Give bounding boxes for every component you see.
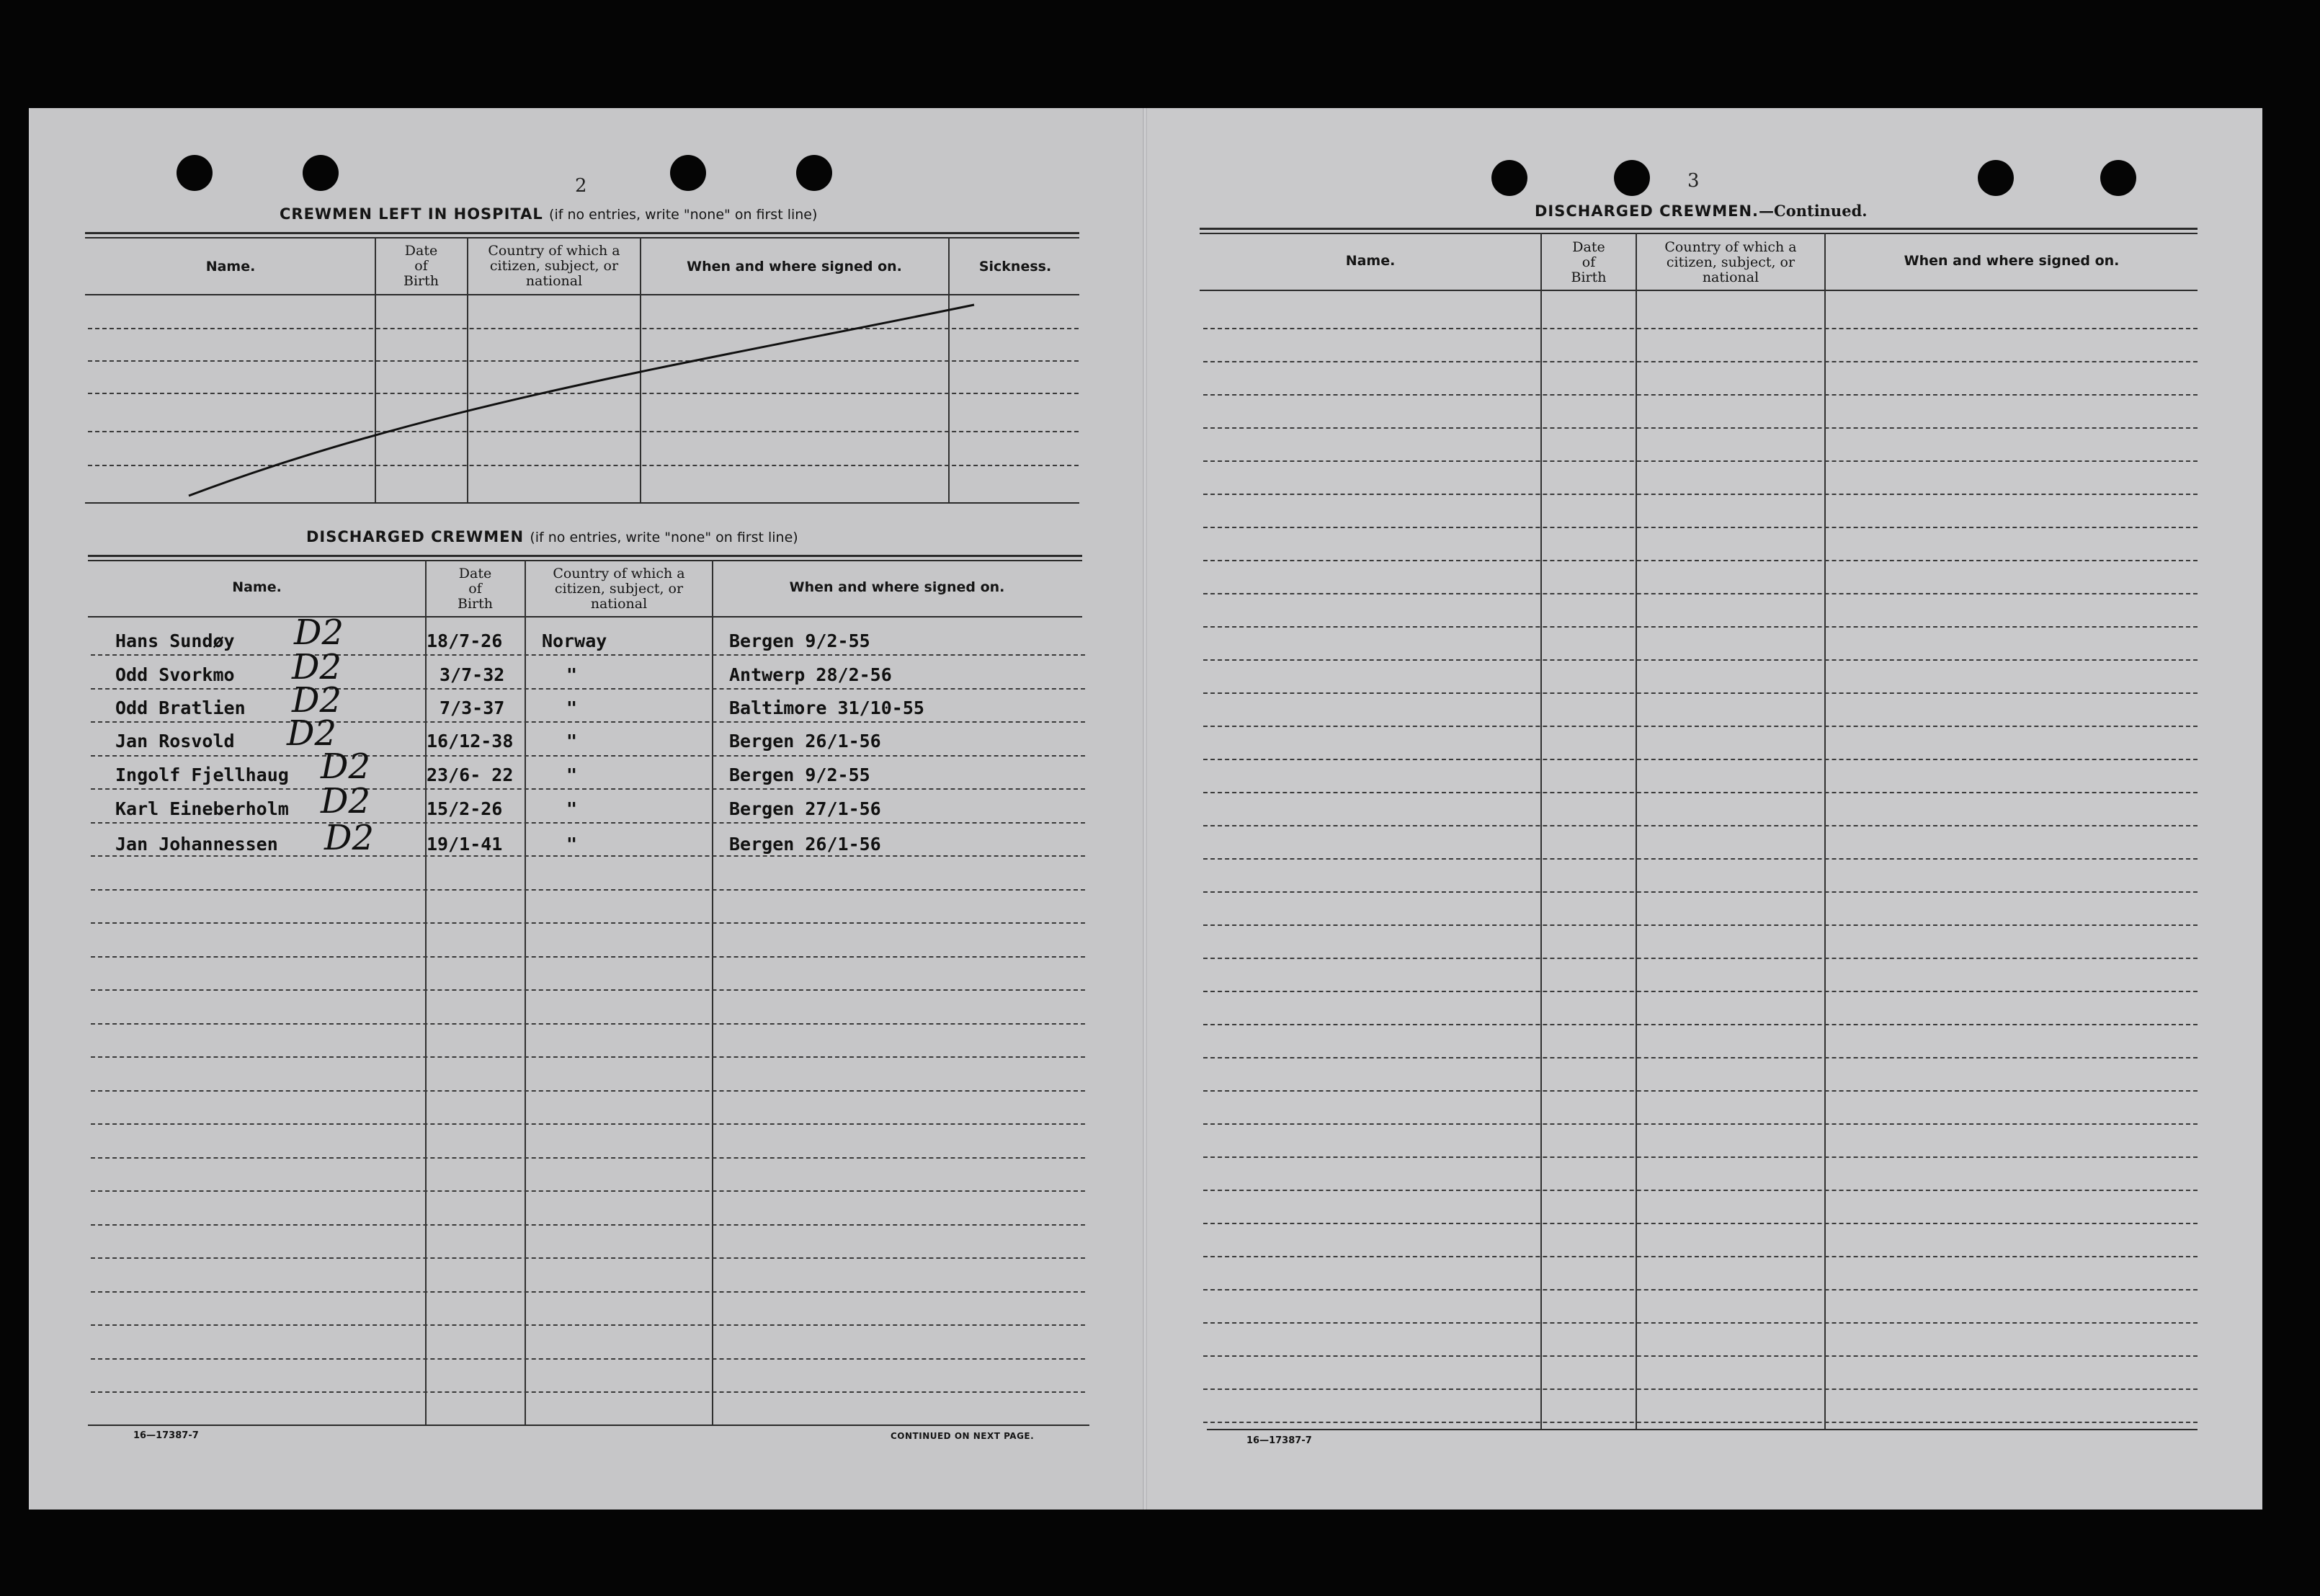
entry-line [1203,858,2198,860]
column-header-sickness: Sickness. [978,259,1052,275]
crewman-signed-on: Bergen 27/1-56 [729,798,881,819]
entry-line [1203,958,2198,959]
entry-line [1203,1322,2198,1324]
entry-line [91,1090,1085,1092]
entry-line [1203,792,2198,793]
column-divider [1824,233,1826,1429]
discharged-section-title: DISCHARGED CREWMEN (if no entries, write "none" on first line) [306,528,798,545]
entry-line [1203,659,2198,661]
discharge-mark: D2 [287,713,337,754]
discharge-mark: D2 [324,818,375,858]
entry-line [1203,1057,2198,1058]
entry-line [91,956,1085,958]
crewman-country: " [566,834,578,855]
crewman-country: " [566,764,578,785]
column-divider [1540,233,1542,1429]
entry-line [1203,1024,2198,1025]
column-header-country: Country of which a citizen, subject, or national [1664,239,1797,285]
entry-line [91,1023,1085,1025]
entry-line [1203,891,2198,893]
hospital-section-title: CREWMEN LEFT IN HOSPITAL (if no entries, write "none" on first line) [280,205,818,223]
entry-line [1203,1090,2198,1092]
crewman-signed-on: Bergen 9/2-55 [729,764,870,785]
entry-line [1203,361,2198,362]
column-header-country: Country of which a citizen, subject, or national [553,566,685,612]
crewman-country: " [566,731,578,752]
entry-line [1203,1355,2198,1357]
entry-line [1203,394,2198,396]
entry-line [91,855,1085,857]
discharged-table-top-rule [88,560,1082,561]
entry-line [1203,924,2198,926]
entry-line [91,654,1085,656]
crewman-dob: 3/7-32 [440,664,505,685]
column-header-signed-on: When and where signed on. [687,259,902,275]
crewman-country: Norway [542,630,607,651]
crewman-dob: 23/6- 22 [427,764,514,785]
discharge-mark: D2 [321,746,371,787]
entry-line [91,989,1085,991]
entry-line [91,1257,1085,1259]
entry-line [1203,460,2198,462]
crewman-country: " [566,798,578,819]
discharge-mark: D2 [294,612,344,653]
right-table-top-rule [1200,228,2198,230]
right-table-top-rule [1200,233,2198,234]
column-header-country: Country of which a citizen, subject, or national [488,243,620,289]
crewman-dob: 16/12-38 [427,731,514,752]
entry-line [1203,1223,2198,1224]
entry-line [91,1123,1085,1125]
crewman-name: Odd Bratlien [115,697,246,718]
discharged-table-top-rule [88,555,1082,557]
column-divider [1636,233,1637,1429]
entry-line [1203,692,2198,694]
entry-line [91,1157,1085,1159]
entry-line [1203,726,2198,727]
discharge-mark: D2 [292,680,342,721]
crewman-name: Hans Sundøy [115,630,235,651]
entry-line [1203,494,2198,495]
entry-line [91,889,1085,891]
entry-line [1203,1156,2198,1158]
entry-line [91,688,1085,690]
entry-line [1203,1190,2198,1191]
entry-line [1203,527,2198,528]
entry-line [91,822,1085,824]
entry-line [1203,593,2198,594]
entry-line [1203,560,2198,561]
entry-line [91,922,1085,924]
discharged-table-bottom-rule [88,1425,1089,1426]
crewman-name: Karl Eineberholm [115,798,289,819]
crewman-signed-on: Antwerp 28/2-56 [729,664,892,685]
crewman-country: " [566,697,578,718]
entry-line [91,1291,1085,1293]
crewman-name: Jan Rosvold [115,731,235,752]
form-number: 16—17387-7 [133,1430,199,1441]
page-number: 2 [575,175,587,197]
crewman-dob: 18/7-26 [427,630,503,651]
entry-line [1203,328,2198,329]
entry-line [91,1056,1085,1058]
column-header-date-of-birth: Date of Birth [1571,239,1607,285]
crewman-name: Jan Johannessen [115,834,278,855]
entry-line [91,788,1085,790]
discharged-continued-title: DISCHARGED CREWMEN.—Continued. [1535,202,1868,220]
entry-line [1203,1123,2198,1125]
column-header-signed-on: When and where signed on. [1904,253,2120,269]
right-header-rule [1200,290,2198,291]
discharged-header-rule [88,616,1082,618]
entry-line [1203,427,2198,429]
entry-line [1203,626,2198,628]
discharge-mark: D2 [292,647,342,687]
column-header-name: Name. [232,579,282,595]
column-header-date-of-birth: Date of Birth [403,243,439,289]
crewman-signed-on: Baltimore 31/10-55 [729,697,924,718]
column-header-date-of-birth: Date of Birth [458,566,493,612]
right-table-bottom-rule [1207,1429,2198,1430]
entry-line [1203,991,2198,992]
entry-line [1203,759,2198,760]
crewman-dob: 7/3-37 [440,697,505,718]
entry-line [1203,1388,2198,1390]
entry-line [1203,1256,2198,1257]
entry-line [1203,1289,2198,1290]
crewman-dob: 15/2-26 [427,798,503,819]
entry-line [91,1391,1085,1393]
column-header-signed-on: When and where signed on. [789,579,1005,595]
column-header-name: Name. [205,259,256,275]
page-number: 3 [1687,170,1700,192]
crewman-signed-on: Bergen 26/1-56 [729,731,881,752]
entry-line [91,1358,1085,1360]
column-divider [425,560,427,1425]
continued-note: CONTINUED ON NEXT PAGE. [891,1431,1035,1441]
crewman-signed-on: Bergen 9/2-55 [729,630,870,651]
crewman-signed-on: Bergen 26/1-56 [729,834,881,855]
discharge-mark: D2 [321,781,371,821]
column-divider [525,560,526,1425]
entry-line [91,755,1085,757]
column-header-name: Name. [1345,253,1396,269]
entry-line [91,721,1085,723]
crewman-name: Odd Svorkmo [115,664,235,685]
entry-line [91,1190,1085,1192]
entry-line [1203,825,2198,826]
crewman-name: Ingolf Fjellhaug [115,764,289,785]
entry-line [91,1224,1085,1226]
crewman-country: " [566,664,578,685]
entry-line [1203,1422,2198,1423]
crewman-dob: 19/1-41 [427,834,503,855]
column-divider [712,560,713,1425]
entry-line [91,1324,1085,1326]
form-number: 16—17387-7 [1246,1435,1312,1446]
